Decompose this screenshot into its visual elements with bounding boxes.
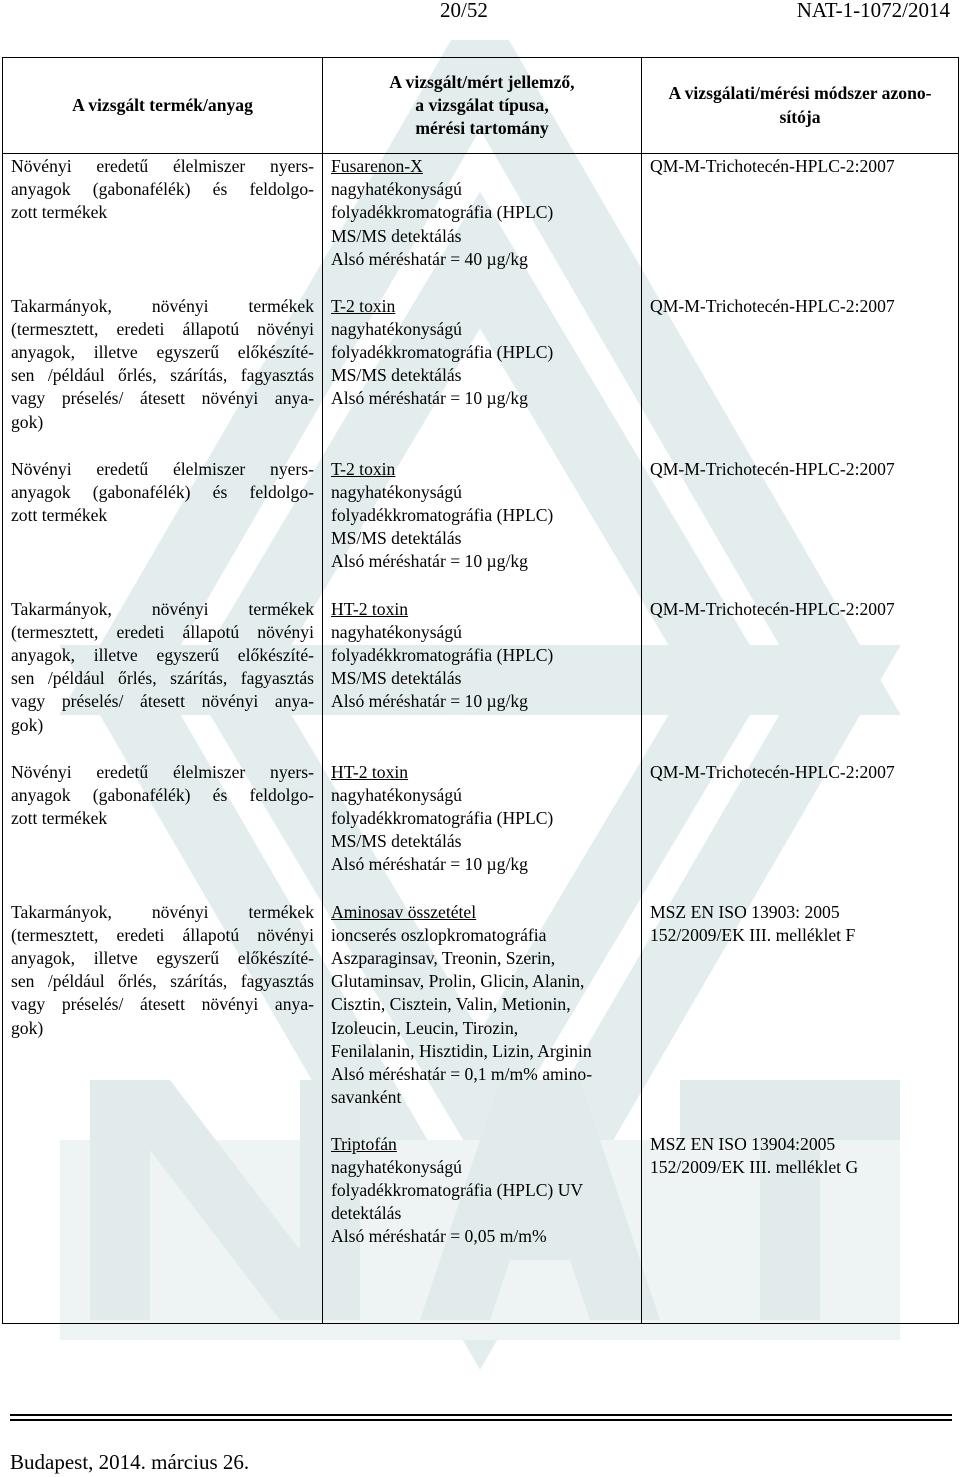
product-line: Növényi eredetű élelmiszer nyers- [11,458,314,479]
product-line: sen /például őrlés, szárítás, fagyasztás [11,365,314,386]
table-row [3,597,959,760]
product-line: anyagok (gabonafélék) és feldolgo- [11,481,314,502]
table-row [3,760,959,900]
product-line: anyagok, illetve egyszerű előkészíté- [11,947,314,968]
product-line: vagy préselés/ átesett növényi anya- [11,691,314,712]
property-line: folyadékkromatográfia (HPLC) UV [331,1179,584,1200]
product-cell [3,294,323,457]
method-line: QM-M-Trichotecén-HPLC-2:2007 [650,156,895,176]
table-row [3,1132,959,1324]
property-line: Alsó méréshatár = 10 µg/kg [331,854,528,875]
property-line: folyadékkromatográfia (HPLC) [331,504,554,525]
property-line: Alsó méréshatár = 10 µg/kg [331,388,528,409]
property-line: detektálás [331,1203,402,1224]
header-method: A vizsgálati/mérési módszer azono- sítója [642,58,959,154]
method-cell [642,294,959,457]
product-line: Növényi eredetű élelmiszer nyers- [11,761,314,782]
method-line: QM-M-Trichotecén-HPLC-2:2007 [650,295,895,316]
product-cell [3,900,323,1132]
property-line: nagyhatékonyságú [331,179,462,200]
product-line: gok) [11,411,44,432]
method-cell [642,597,959,760]
product-line: gok) [11,714,44,735]
property-line: Izoleucin, Leucin, Tirozin, [331,1017,519,1038]
property-line: Cisztin, Cisztein, Valin, Metionin, [331,994,571,1015]
property-title: HT-2 toxin [331,598,409,619]
product-line: anyagok, illetve egyszerű előkészíté- [11,341,314,362]
property-line: folyadékkromatográfia (HPLC) [331,341,554,362]
method-line: QM-M-Trichotecén-HPLC-2:2007 [650,458,895,479]
method-line: 152/2009/EK III. melléklet G [650,1156,859,1177]
property-line: nagyhatékonyságú [331,481,462,502]
property-line: folyadékkromatográfia (HPLC) [331,807,554,828]
scope-table [2,57,959,1324]
product-line: (termesztett, eredeti állapotú növényi [11,621,314,642]
method-line: MSZ EN ISO 13904:2005 [650,1133,836,1154]
document-id: NAT-1-1072/2014 [796,0,950,22]
table-row [3,457,959,597]
property-line: Glutaminsav, Prolin, Glicin, Alanin, [331,971,585,992]
property-cell [323,597,642,760]
product-line: sen /például őrlés, szárítás, fagyasztás [11,971,314,992]
method-line: MSZ EN ISO 13903: 2005 [650,901,840,922]
property-cell [323,154,642,294]
product-line: (termesztett, eredeti állapotú növényi [11,318,314,339]
product-cell [3,597,323,760]
property-line: folyadékkromatográfia (HPLC) [331,202,554,223]
product-line: anyagok, illetve egyszerű előkészíté- [11,644,314,665]
header-property: A vizsgált/mért jellemző, a vizsgálat típusa, mérési tartomány [323,58,642,154]
property-line: nagyhatékonyságú [331,784,462,805]
property-title: HT-2 toxin [331,761,409,782]
product-line: zott termékek [11,202,108,223]
property-title: T-2 toxin [331,295,396,316]
product-line: zott termékek [11,504,108,525]
property-title: T-2 toxin [331,458,396,479]
property-cell [323,294,642,457]
product-line: Takarmányok, növényi termékek [11,598,314,619]
product-line: vagy préselés/ átesett növényi anya- [11,994,314,1015]
footer-rule-top [10,1414,952,1416]
property-line: MS/MS detektálás [331,831,462,852]
property-line: nagyhatékonyságú [331,318,462,339]
product-line: (termesztett, eredeti állapotú növényi [11,924,314,945]
property-cell [323,1132,642,1324]
header-product: A vizsgált termék/anyag [3,58,323,154]
property-line: Aszparaginsav, Treonin, Szerin, [331,947,556,968]
property-line: MS/MS detektálás [331,225,462,246]
product-line: gok) [11,1017,44,1038]
method-line: QM-M-Trichotecén-HPLC-2:2007 [650,598,895,619]
table-row [3,294,959,457]
property-line: MS/MS detektálás [331,365,462,386]
method-line: 152/2009/EK III. melléklet F [650,924,856,945]
property-line: Alsó méréshatár = 40 µg/kg [331,248,528,269]
footer-rule-bottom [10,1419,952,1421]
method-cell [642,457,959,597]
page-number: 20/52 [440,0,488,22]
property-line: MS/MS detektálás [331,528,462,549]
product-cell [3,457,323,597]
table-row [3,900,959,1132]
method-line: QM-M-Trichotecén-HPLC-2:2007 [650,761,895,782]
product-cell [3,760,323,900]
product-line: anyagok (gabonafélék) és feldolgo- [11,179,314,200]
property-line: Alsó méréshatár = 10 µg/kg [331,551,528,572]
method-cell [642,900,959,1132]
property-line: nagyhatékonyságú [331,1156,462,1177]
property-line: Fenilalanin, Hisztidin, Lizin, Arginin [331,1040,592,1061]
product-cell [3,1132,323,1324]
property-cell [323,900,642,1132]
property-line: folyadékkromatográfia (HPLC) [331,644,554,665]
table-row [3,154,959,294]
product-line: Takarmányok, növényi termékek [11,901,314,922]
property-line: savanként [331,1087,402,1108]
property-line: ioncserés oszlopkromatográfia [331,924,547,945]
product-line: Takarmányok, növényi termékek [11,295,314,316]
footer-place-date: Budapest, 2014. március 26. [10,1450,250,1474]
method-cell [642,760,959,900]
table-header-row [3,58,959,154]
property-line: Alsó méréshatár = 0,05 m/m% [331,1226,547,1247]
property-line: nagyhatékonyságú [331,621,462,642]
property-line: MS/MS detektálás [331,668,462,689]
product-line: zott termékek [11,807,108,828]
product-line: sen /például őrlés, szárítás, fagyasztás [11,668,314,689]
property-line: Alsó méréshatár = 10 µg/kg [331,691,528,712]
product-line: anyagok (gabonafélék) és feldolgo- [11,784,314,805]
product-cell [3,154,323,294]
property-title: Fusarenon-X [331,156,423,176]
property-cell [323,760,642,900]
property-title: Aminosav összetétel [331,901,477,922]
property-title: Triptofán [331,1133,397,1154]
method-cell [642,1132,959,1324]
property-line: Alsó méréshatár = 0,1 m/m% amino- [331,1063,593,1084]
property-cell [323,457,642,597]
product-line: vagy préselés/ átesett növényi anya- [11,388,314,409]
product-line: Növényi eredetű élelmiszer nyers- [11,156,314,176]
method-cell [642,154,959,294]
